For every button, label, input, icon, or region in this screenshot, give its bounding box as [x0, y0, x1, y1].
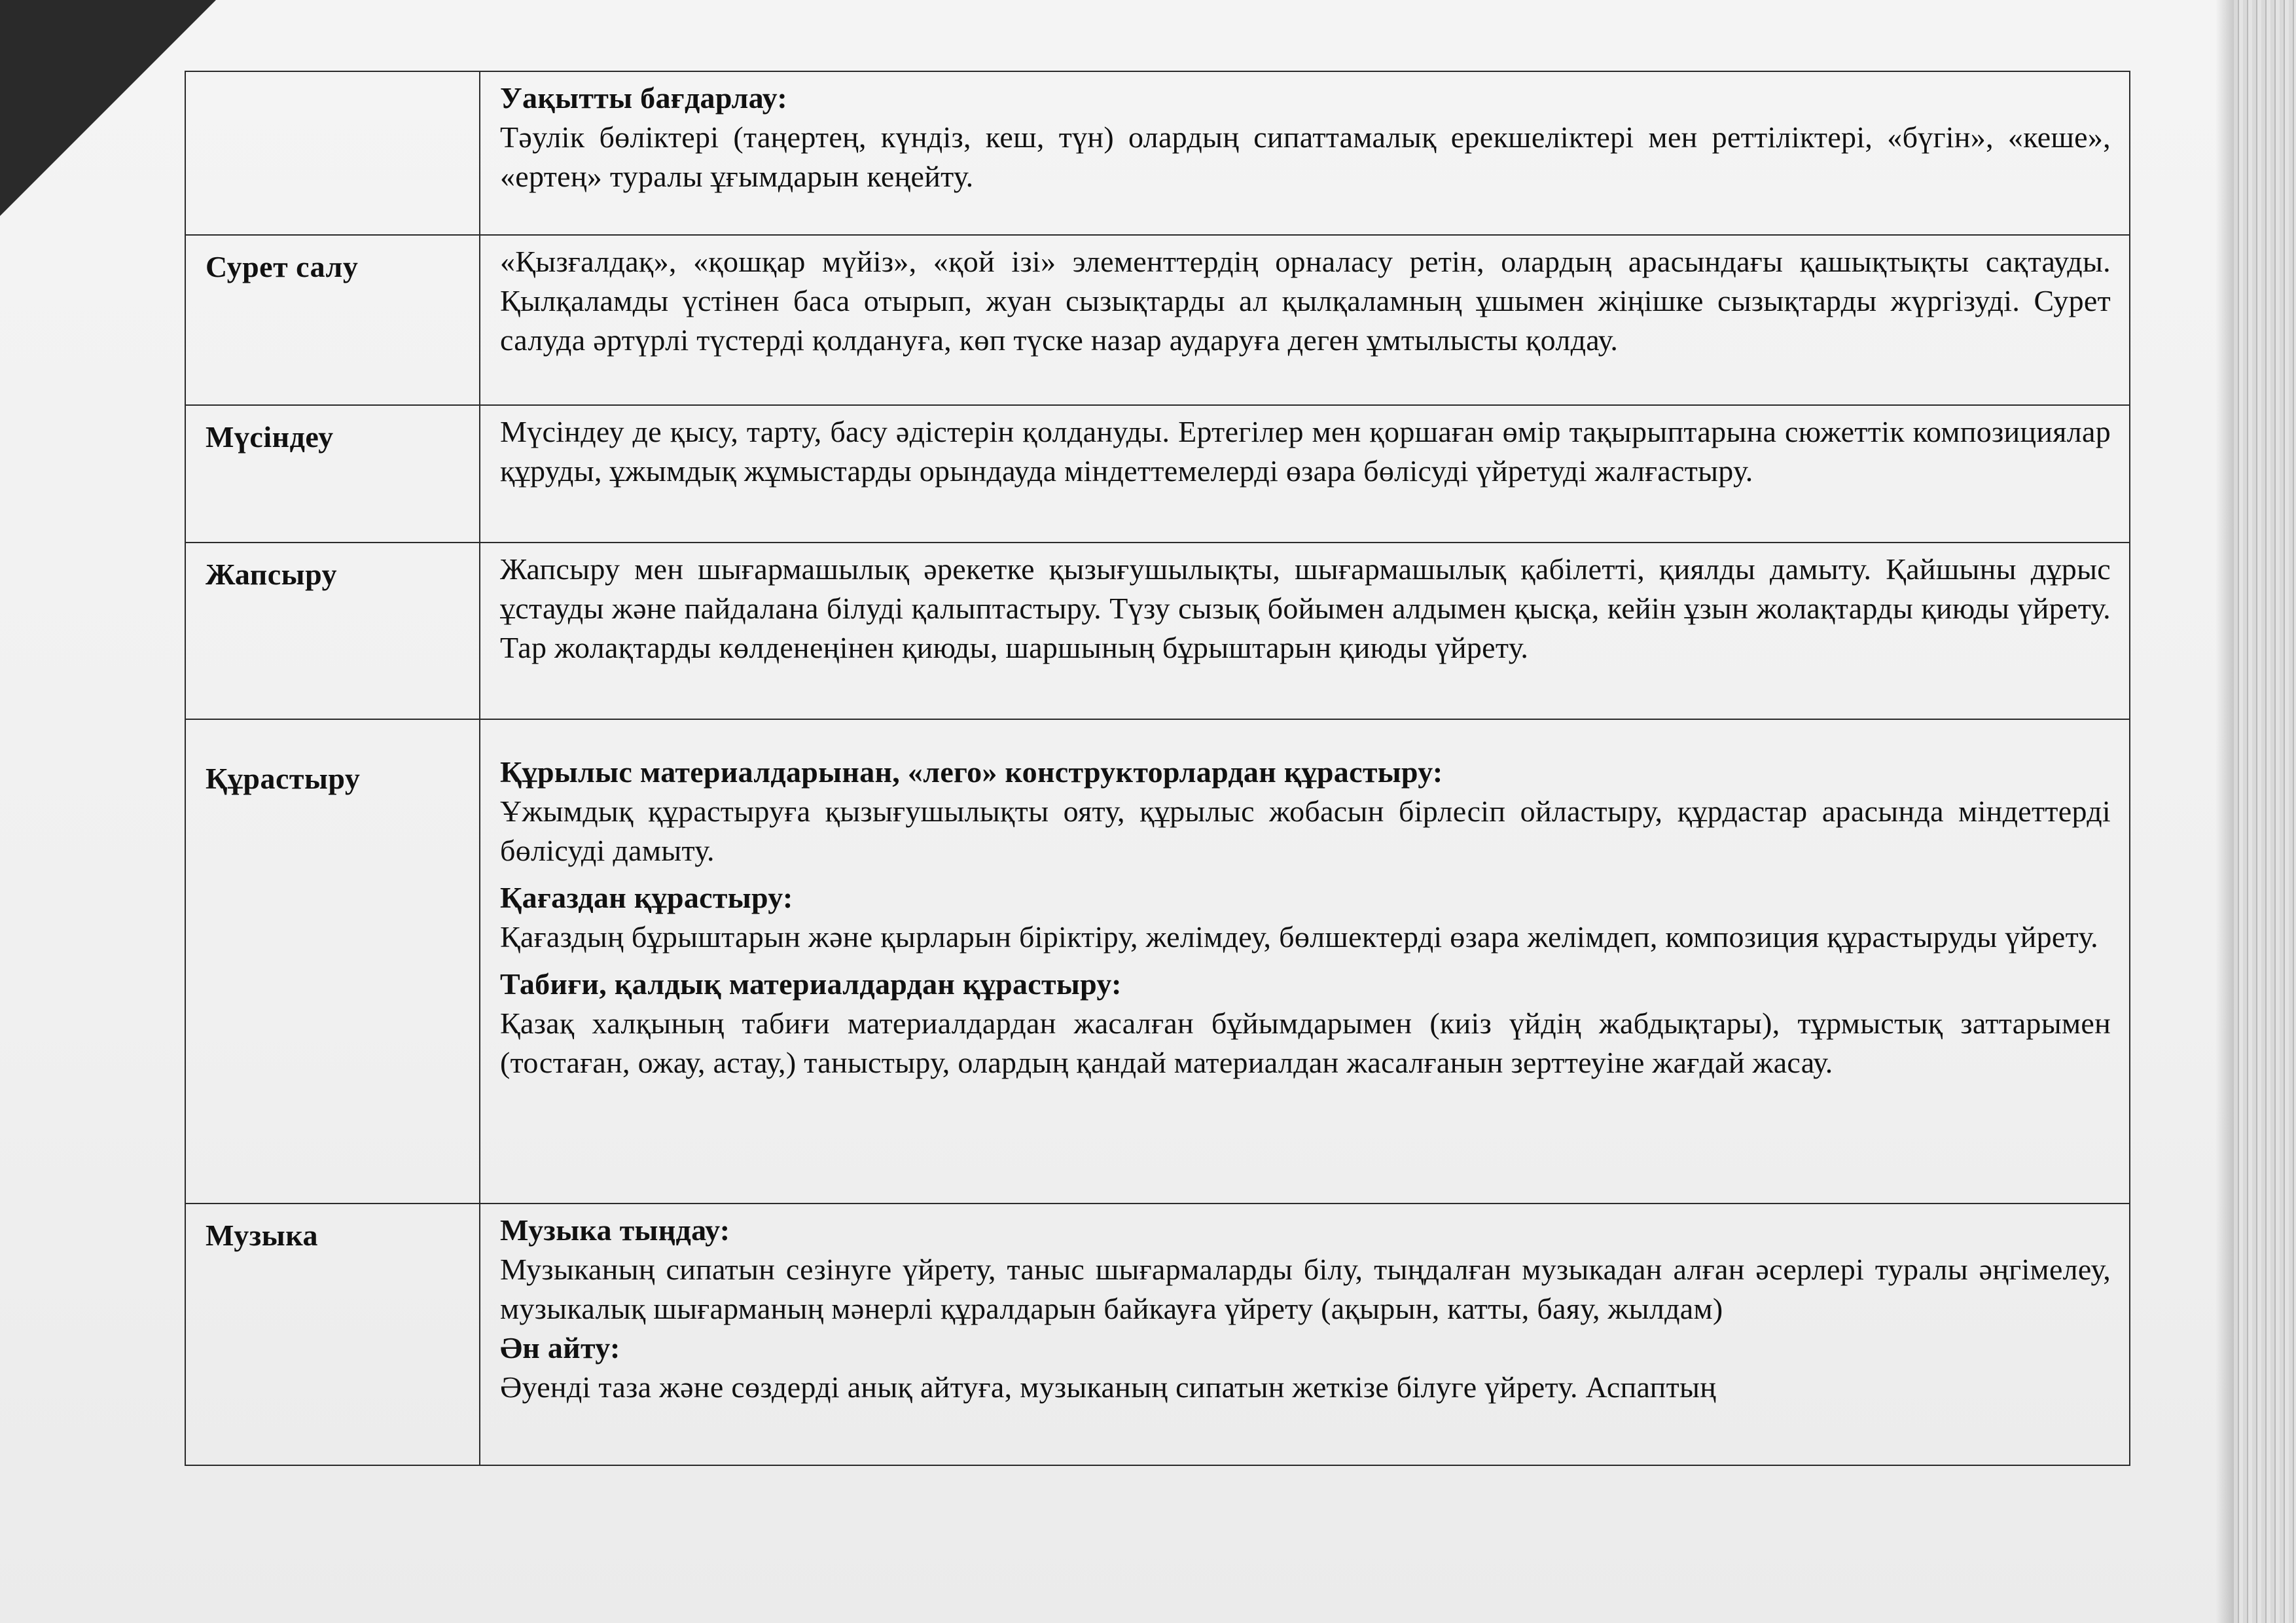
table-row [185, 543, 2130, 719]
page-stack-edge [2234, 0, 2296, 1623]
content-cell [480, 71, 2130, 235]
subject-cell [185, 543, 480, 719]
content-cell [480, 719, 2130, 1204]
table-row [185, 1204, 2130, 1465]
subject-label: Сурет салу [206, 250, 359, 283]
content-cell [480, 405, 2130, 543]
section-text: Әуенді таза және сөздерді анық айтуға, музыканың сипатын жеткізе білуге үйрету. Аспаптың [500, 1370, 1717, 1404]
content-cell [480, 1204, 2130, 1465]
content-cell [480, 543, 2130, 719]
section-heading: Музыка тыңдау: [500, 1213, 730, 1247]
section-heading: Уақытты бағдарлау: [500, 81, 787, 115]
section-text: Қағаздың бұрыштарын және қырларын біріктіру, желімдеу, бөлшектерді өзара желімдеп, композиция құрастыруды үйрету. [500, 920, 2098, 954]
subject-label [186, 72, 479, 84]
section-text: Ұжымдық құрастыруға қызығушылықты ояту, құрылыс жобасын бірлесіп ойластыру, құрдастар арасында міндеттерді бөлісуді дамыту. [500, 794, 2111, 867]
table-row [185, 71, 2130, 235]
subject-label: Жапсыру [206, 558, 338, 591]
section-text: Қазақ халқының табиғи материалдардан жасалған бұйымдарымен (киіз үйдің жабдықтары), тұрмыстық заттарымен (тостаған, ожау, астау,) таныстыру, олардың қандай материалдан жасалғанын зерттеуіне жағдай жасау. [500, 1007, 2111, 1079]
scan-dark-corner [0, 0, 216, 216]
section-text: Мүсіндеу де қысу, тарту, басу әдістерін қолдануды. Ертегілер мен қоршаған өмір тақырыптарына сюжеттік композициялар құруды, ұжымдық жұмыстарды орындауда міндеттемелерді өзара бөлісуді үйретуді жалғастыру. [500, 415, 2111, 488]
section-heading: Қағаздан құрастыру: [500, 881, 793, 914]
subject-label: Мүсіндеу [206, 420, 334, 454]
subject-cell [185, 405, 480, 543]
curriculum-table [185, 71, 2130, 1466]
section-heading: Ән айту: [500, 1331, 620, 1364]
subject-label: Музыка [206, 1219, 319, 1252]
subject-cell [185, 71, 480, 235]
content-cell [480, 235, 2130, 405]
section-text: Жапсыру мен шығармашылық әрекетке қызығушылықты, шығармашылық қабілетті, қиялды дамыту. Қайшыны дұрыс ұстауды және пайдалана білуді қалыптастыру. Түзу сызық бойымен алдымен қысқа, кейін ұзын жолақтарды қиюды үйрету. Тар жолақтарды көлденеңінен қиюды, шаршының бұрыштарын қиюды үйрету. [500, 552, 2111, 664]
binding-shadow [2215, 0, 2234, 1623]
subject-label: Құрастыру [206, 762, 361, 795]
section-text: Тәулік бөліктері (таңертең, күндіз, кеш, түн) олардың сипаттамалық ерекшеліктері мен реттіліктері, «бүгін», «кеше», «ертең» туралы ұғымдарын кеңейту. [500, 120, 2111, 193]
section-heading: Табиғи, қалдық материалдардан құрастыру: [500, 967, 1122, 1001]
table-row [185, 235, 2130, 405]
section-text: Музыканың сипатын сезінуге үйрету, таныс шығармаларды білу, тыңдалған музыкадан алған әсерлері туралы әңгімелеу, музыкалық шығарманың мәнерлі құралдарын байкауға үйрету (ақырын, катты, баяу, жылдам) [500, 1253, 2111, 1325]
table-row [185, 405, 2130, 543]
section-text: «Қызғалдақ», «қошқар мүйіз», «қой ізі» элементтердің орналасу ретін, олардың арасындағы қашықтықты сақтауды. Қылқаламды үстінен баса отырып, жуан сызықтарды ал қылқаламның ұшымен жіңішке сызықтарды жүргізуді. Сурет салуда әртүрлі түстерді қолдануға, көп түске назар аударуға деген ұмтылысты қолдау. [500, 245, 2111, 357]
subject-cell [185, 1204, 480, 1465]
subject-cell [185, 719, 480, 1204]
section-heading: Құрылыс материалдарынан, «лего» конструкторлардан құрастыру: [500, 755, 1443, 789]
table-row [185, 719, 2130, 1204]
subject-cell [185, 235, 480, 405]
